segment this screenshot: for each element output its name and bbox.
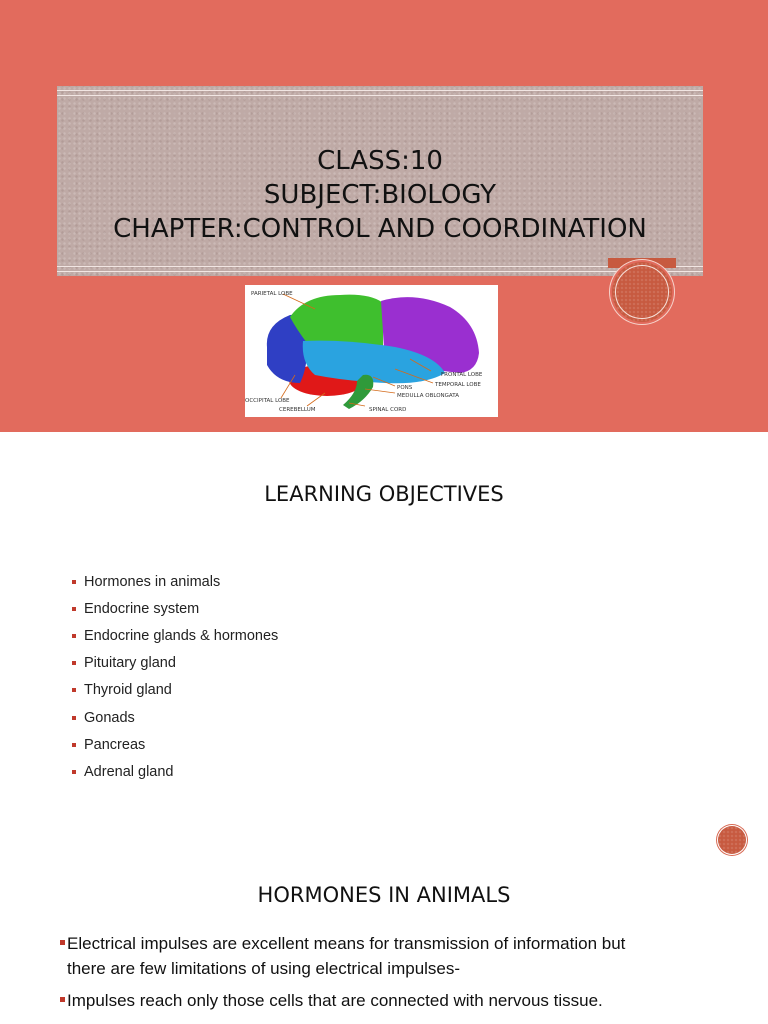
list-item-text: Thyroid gland	[84, 682, 172, 699]
paragraph-line: Electrical impulses are excellent means for transmission of information but	[67, 934, 626, 953]
hormones-heading: HORMONES IN ANIMALS	[257, 883, 511, 907]
objectives-heading: LEARNING OBJECTIVES	[264, 482, 504, 506]
paragraph-line: Impulses reach only those cells that are connected with nervous tissue.	[67, 991, 603, 1010]
title-slide	[0, 0, 768, 432]
list-item	[72, 568, 278, 595]
divider	[57, 271, 703, 272]
bullet-icon	[72, 634, 76, 638]
brain-diagram-image	[245, 285, 498, 417]
circle-ring	[615, 265, 669, 319]
objectives-list	[72, 568, 278, 786]
bullet-icon	[72, 607, 76, 611]
list-item	[72, 595, 278, 622]
title-line-chapter: CHAPTER:CONTROL AND COORDINATION	[113, 214, 647, 244]
list-item-text: Endocrine system	[84, 600, 200, 617]
label-pons: PONS	[397, 385, 413, 391]
list-item-text: Pituitary gland	[84, 655, 176, 672]
label-occipital: OCCIPITAL LOBE	[245, 398, 290, 404]
bullet-icon	[60, 997, 65, 1002]
list-item	[72, 622, 278, 649]
slide-title	[57, 144, 703, 246]
label-medulla: MEDULLA OBLONGATA	[397, 393, 459, 399]
divider	[57, 90, 703, 91]
list-item	[72, 758, 278, 785]
paragraph-line: there are few limitations of using electrical impulses-	[67, 959, 461, 978]
list-item	[72, 650, 278, 677]
list-item	[72, 704, 278, 731]
decorative-circle-icon	[718, 826, 746, 854]
label-frontal: FRONTAL LOBE	[441, 372, 483, 378]
divider	[57, 95, 703, 96]
paragraph-impulses-reach	[60, 988, 700, 1013]
list-item-text: Endocrine glands & hormones	[84, 627, 279, 644]
list-item-text: Adrenal gland	[84, 763, 174, 780]
list-item	[72, 731, 278, 758]
divider	[57, 266, 703, 267]
list-item-text: Gonads	[84, 709, 135, 726]
label-parietal: PARIETAL LOBE	[251, 291, 293, 297]
list-item-text: Hormones in animals	[84, 573, 221, 590]
list-item	[72, 677, 278, 704]
label-temporal: TEMPORAL LOBE	[435, 382, 481, 388]
title-box	[57, 86, 703, 276]
label-cerebellum: CEREBELLUM	[279, 407, 316, 413]
title-line-class: CLASS:10	[317, 146, 443, 176]
bullet-icon	[72, 770, 76, 774]
decorative-circle-icon	[612, 262, 672, 322]
bullet-icon	[72, 743, 76, 747]
list-item-text: Pancreas	[84, 736, 146, 753]
label-spinal-cord: SPINAL CORD	[369, 407, 407, 413]
bullet-icon	[72, 661, 76, 665]
title-line-subject: SUBJECT:BIOLOGY	[263, 180, 497, 210]
brain-illustration	[245, 285, 498, 417]
bullet-icon	[72, 580, 76, 584]
bullet-icon	[60, 940, 65, 945]
paragraph-electrical-impulses	[60, 931, 700, 981]
bullet-icon	[72, 688, 76, 692]
bullet-icon	[72, 716, 76, 720]
